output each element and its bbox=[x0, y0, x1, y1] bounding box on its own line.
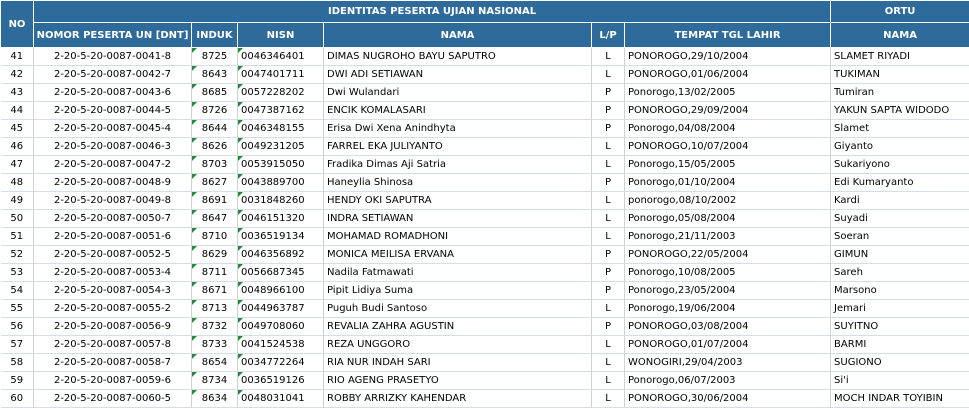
cell-no[interactable]: 50 bbox=[1, 210, 34, 228]
cell-induk[interactable]: 8726 bbox=[192, 102, 238, 120]
cell-nama[interactable]: Dwi Wulandari bbox=[324, 84, 592, 102]
cell-nisn[interactable]: 0046346401 bbox=[238, 48, 324, 66]
cell-nisn[interactable]: 0049231205 bbox=[238, 138, 324, 156]
cell-ortu-nama[interactable]: Sukariyono bbox=[831, 156, 969, 174]
cell-ttl[interactable]: Ponorogo,01/10/2004 bbox=[625, 174, 831, 192]
cell-ttl[interactable]: ponorogo,08/10/2002 bbox=[625, 192, 831, 210]
cell-nomor-peserta[interactable]: 2-20-5-20-0087-0050-7 bbox=[34, 210, 192, 228]
cell-no[interactable]: 56 bbox=[1, 318, 34, 336]
cell-ortu-nama[interactable]: SLAMET RIYADI bbox=[831, 48, 969, 66]
cell-lp[interactable]: L bbox=[592, 372, 625, 390]
table-row bbox=[1, 300, 969, 318]
header-ttl: TEMPAT TGL LAHIR bbox=[625, 23, 831, 48]
cell-ttl[interactable]: Ponorogo,06/07/2003 bbox=[625, 372, 831, 390]
cell-ortu-nama[interactable]: BARMI bbox=[831, 336, 969, 354]
cell-no[interactable]: 47 bbox=[1, 156, 34, 174]
cell-no[interactable]: 53 bbox=[1, 264, 34, 282]
cell-ortu-nama[interactable]: YAKUN SAPTA WIDODO bbox=[831, 102, 969, 120]
cell-ortu-nama[interactable]: TUKIMAN bbox=[831, 66, 969, 84]
cell-induk[interactable]: 8711 bbox=[192, 264, 238, 282]
cell-nama[interactable]: DIMAS NUGROHO BAYU SAPUTRO bbox=[324, 48, 592, 66]
table-row bbox=[1, 372, 969, 390]
cell-ttl[interactable]: Ponorogo,05/08/2004 bbox=[625, 210, 831, 228]
cell-ttl[interactable]: PONOROGO,10/07/2004 bbox=[625, 138, 831, 156]
cell-ortu-nama[interactable]: Sareh bbox=[831, 264, 969, 282]
cell-nama[interactable]: FARREL EKA JULIYANTO bbox=[324, 138, 592, 156]
cell-nama[interactable]: Erisa Dwi Xena Anindhyta bbox=[324, 120, 592, 138]
table-row bbox=[1, 138, 969, 156]
cell-no[interactable]: 57 bbox=[1, 336, 34, 354]
cell-nomor-peserta[interactable]: 2-20-5-20-0087-0051-6 bbox=[34, 228, 192, 246]
cell-ortu-nama[interactable]: Kardi bbox=[831, 192, 969, 210]
cell-ortu-nama[interactable]: Suyadi bbox=[831, 210, 969, 228]
cell-lp[interactable]: P bbox=[592, 84, 625, 102]
cell-nama[interactable]: ENCIK KOMALASARI bbox=[324, 102, 592, 120]
cell-nomor-peserta[interactable]: 2-20-5-20-0087-0057-8 bbox=[34, 336, 192, 354]
cell-lp[interactable]: P bbox=[592, 174, 625, 192]
cell-lp[interactable]: L bbox=[592, 390, 625, 408]
table-row bbox=[1, 84, 969, 102]
cell-induk[interactable]: 8713 bbox=[192, 300, 238, 318]
cell-nama[interactable]: Haneylia Shinosa bbox=[324, 174, 592, 192]
cell-nama[interactable]: Puguh Budi Santoso bbox=[324, 300, 592, 318]
table-header bbox=[1, 1, 969, 48]
header-no: NO bbox=[1, 1, 34, 48]
cell-nisn[interactable]: 0048031041 bbox=[238, 390, 324, 408]
cell-induk[interactable]: 8685 bbox=[192, 84, 238, 102]
cell-nomor-peserta[interactable]: 2-20-5-20-0087-0059-6 bbox=[34, 372, 192, 390]
cell-ortu-nama[interactable]: Slamet bbox=[831, 120, 969, 138]
cell-nama[interactable]: Pipit Lidiya Suma bbox=[324, 282, 592, 300]
cell-ortu-nama[interactable]: GIMUN bbox=[831, 246, 969, 264]
cell-ttl[interactable]: Ponorogo,10/08/2005 bbox=[625, 264, 831, 282]
cell-ttl[interactable]: Ponorogo,19/06/2004 bbox=[625, 300, 831, 318]
cell-nomor-peserta[interactable]: 2-20-5-20-0087-0058-7 bbox=[34, 354, 192, 372]
table-body bbox=[1, 48, 969, 408]
cell-nomor-peserta[interactable]: 2-20-5-20-0087-0049-8 bbox=[34, 192, 192, 210]
cell-induk[interactable]: 8629 bbox=[192, 246, 238, 264]
cell-ortu-nama[interactable]: MOCH INDAR TOYIBIN bbox=[831, 390, 969, 408]
cell-ttl[interactable]: Ponorogo,04/08/2004 bbox=[625, 120, 831, 138]
cell-nomor-peserta[interactable]: 2-20-5-20-0087-0054-3 bbox=[34, 282, 192, 300]
cell-lp[interactable]: P bbox=[592, 246, 625, 264]
cell-nomor-peserta[interactable]: 2-20-5-20-0087-0041-8 bbox=[34, 48, 192, 66]
cell-nomor-peserta[interactable]: 2-20-5-20-0087-0046-3 bbox=[34, 138, 192, 156]
cell-ortu-nama[interactable]: Si'i bbox=[831, 372, 969, 390]
header-lp: L/P bbox=[592, 23, 625, 48]
cell-nama[interactable]: REVALIA ZAHRA AGUSTIN bbox=[324, 318, 592, 336]
cell-induk[interactable]: 8671 bbox=[192, 282, 238, 300]
table-row bbox=[1, 336, 969, 354]
cell-ortu-nama[interactable]: SUYITNO bbox=[831, 318, 969, 336]
cell-nama[interactable]: Nadila Fatmawati bbox=[324, 264, 592, 282]
cell-ttl[interactable]: PONOROGO,29/10/2004 bbox=[625, 48, 831, 66]
cell-induk[interactable]: 8703 bbox=[192, 156, 238, 174]
table-row bbox=[1, 264, 969, 282]
cell-nomor-peserta[interactable]: 2-20-5-20-0087-0047-2 bbox=[34, 156, 192, 174]
cell-lp[interactable]: L bbox=[592, 192, 625, 210]
cell-nisn[interactable]: 0043889700 bbox=[238, 174, 324, 192]
cell-no[interactable]: 46 bbox=[1, 138, 34, 156]
cell-ttl[interactable]: PONOROGO,01/07/2004 bbox=[625, 336, 831, 354]
cell-ttl[interactable]: Ponorogo,21/11/2003 bbox=[625, 228, 831, 246]
cell-ortu-nama[interactable]: Edi Kumaryanto bbox=[831, 174, 969, 192]
cell-nisn[interactable]: 0046151320 bbox=[238, 210, 324, 228]
cell-nisn[interactable]: 0036519134 bbox=[238, 228, 324, 246]
cell-ortu-nama[interactable]: SUGIONO bbox=[831, 354, 969, 372]
cell-induk[interactable]: 8634 bbox=[192, 390, 238, 408]
cell-nisn[interactable]: 0047387162 bbox=[238, 102, 324, 120]
cell-no[interactable]: 44 bbox=[1, 102, 34, 120]
cell-no[interactable]: 43 bbox=[1, 84, 34, 102]
cell-ttl[interactable]: PONOROGO,29/09/2004 bbox=[625, 102, 831, 120]
cell-nama[interactable]: HENDY OKI SAPUTRA bbox=[324, 192, 592, 210]
cell-induk[interactable]: 8734 bbox=[192, 372, 238, 390]
header-induk: INDUK bbox=[192, 23, 238, 48]
cell-nomor-peserta[interactable]: 2-20-5-20-0087-0044-5 bbox=[34, 102, 192, 120]
cell-ttl[interactable]: WONOGIRI,29/04/2003 bbox=[625, 354, 831, 372]
cell-nama[interactable]: MOHAMAD ROMADHONI bbox=[324, 228, 592, 246]
cell-nomor-peserta[interactable]: 2-20-5-20-0087-0043-6 bbox=[34, 84, 192, 102]
cell-lp[interactable]: L bbox=[592, 66, 625, 84]
header-ortu-nama: NAMA bbox=[831, 23, 969, 48]
cell-induk[interactable]: 8626 bbox=[192, 138, 238, 156]
cell-induk[interactable]: 8710 bbox=[192, 228, 238, 246]
cell-nama[interactable]: INDRA SETIAWAN bbox=[324, 210, 592, 228]
table-row bbox=[1, 192, 969, 210]
cell-nama[interactable]: ROBBY ARRIZKY KAHENDAR bbox=[324, 390, 592, 408]
table-row bbox=[1, 390, 969, 408]
cell-nisn[interactable]: 0046348155 bbox=[238, 120, 324, 138]
cell-induk[interactable]: 8654 bbox=[192, 354, 238, 372]
table-row bbox=[1, 66, 969, 84]
cell-lp[interactable]: L bbox=[592, 228, 625, 246]
cell-nisn[interactable]: 0036519126 bbox=[238, 372, 324, 390]
table-row bbox=[1, 246, 969, 264]
cell-nisn[interactable]: 0048966100 bbox=[238, 282, 324, 300]
cell-lp[interactable]: P bbox=[592, 120, 625, 138]
cell-nisn[interactable]: 0047401711 bbox=[238, 66, 324, 84]
cell-nomor-peserta[interactable]: 2-20-5-20-0087-0055-2 bbox=[34, 300, 192, 318]
cell-induk[interactable]: 8647 bbox=[192, 210, 238, 228]
table-row bbox=[1, 228, 969, 246]
cell-lp[interactable]: L bbox=[592, 300, 625, 318]
table-row bbox=[1, 48, 969, 66]
cell-induk[interactable]: 8732 bbox=[192, 318, 238, 336]
cell-nama[interactable]: MONICA MEILISA ERVANA bbox=[324, 246, 592, 264]
table-row bbox=[1, 354, 969, 372]
header-nama: NAMA bbox=[324, 23, 592, 48]
cell-ortu-nama[interactable]: Soeran bbox=[831, 228, 969, 246]
cell-induk[interactable]: 8733 bbox=[192, 336, 238, 354]
cell-nisn[interactable]: 0031848260 bbox=[238, 192, 324, 210]
cell-nama[interactable]: RIA NUR INDAH SARI bbox=[324, 354, 592, 372]
cell-lp[interactable]: L bbox=[592, 354, 625, 372]
cell-nisn[interactable]: 0057228202 bbox=[238, 84, 324, 102]
cell-no[interactable]: 42 bbox=[1, 66, 34, 84]
table-row bbox=[1, 318, 969, 336]
cell-lp[interactable]: P bbox=[592, 264, 625, 282]
header-nomor-peserta: NOMOR PESERTA UN [DNT] bbox=[34, 23, 192, 48]
cell-lp[interactable]: L bbox=[592, 48, 625, 66]
cell-ttl[interactable]: PONOROGO,30/06/2004 bbox=[625, 390, 831, 408]
cell-nomor-peserta[interactable]: 2-20-5-20-0087-0048-9 bbox=[34, 174, 192, 192]
cell-ortu-nama[interactable]: Tumiran bbox=[831, 84, 969, 102]
cell-ttl[interactable]: PONOROGO,03/08/2004 bbox=[625, 318, 831, 336]
cell-lp[interactable]: L bbox=[592, 210, 625, 228]
cell-no[interactable]: 41 bbox=[1, 48, 34, 66]
table-row bbox=[1, 156, 969, 174]
cell-no[interactable]: 58 bbox=[1, 354, 34, 372]
cell-no[interactable]: 60 bbox=[1, 390, 34, 408]
cell-no[interactable]: 54 bbox=[1, 282, 34, 300]
cell-lp[interactable]: P bbox=[592, 282, 625, 300]
cell-nisn[interactable]: 0053915050 bbox=[238, 156, 324, 174]
cell-induk[interactable]: 8691 bbox=[192, 192, 238, 210]
cell-lp[interactable]: P bbox=[592, 102, 625, 120]
table-row bbox=[1, 120, 969, 138]
cell-nomor-peserta[interactable]: 2-20-5-20-0087-0042-7 bbox=[34, 66, 192, 84]
table-row bbox=[1, 210, 969, 228]
cell-ttl[interactable]: PONOROGO,01/06/2004 bbox=[625, 66, 831, 84]
cell-ortu-nama[interactable]: Jemari bbox=[831, 300, 969, 318]
cell-nisn[interactable]: 0049708060 bbox=[238, 318, 324, 336]
cell-nisn[interactable]: 0034772264 bbox=[238, 354, 324, 372]
cell-lp[interactable]: P bbox=[592, 318, 625, 336]
header-nisn: NISN bbox=[238, 23, 324, 48]
cell-nisn[interactable]: 0046356892 bbox=[238, 246, 324, 264]
cell-induk[interactable]: 8643 bbox=[192, 66, 238, 84]
cell-nomor-peserta[interactable]: 2-20-5-20-0087-0053-4 bbox=[34, 264, 192, 282]
cell-lp[interactable]: L bbox=[592, 336, 625, 354]
cell-nomor-peserta[interactable]: 2-20-5-20-0087-0052-5 bbox=[34, 246, 192, 264]
cell-ttl[interactable]: Ponorogo,13/02/2005 bbox=[625, 84, 831, 102]
cell-nisn[interactable]: 0041524538 bbox=[238, 336, 324, 354]
cell-induk[interactable]: 8644 bbox=[192, 120, 238, 138]
cell-nomor-peserta[interactable]: 2-20-5-20-0087-0060-5 bbox=[34, 390, 192, 408]
table-row bbox=[1, 102, 969, 120]
cell-lp[interactable]: L bbox=[592, 138, 625, 156]
cell-nisn[interactable]: 0044963787 bbox=[238, 300, 324, 318]
cell-nama[interactable]: Fradika Dimas Aji Satria bbox=[324, 156, 592, 174]
table-row bbox=[1, 282, 969, 300]
cell-nomor-peserta[interactable]: 2-20-5-20-0087-0056-9 bbox=[34, 318, 192, 336]
cell-ortu-nama[interactable]: Giyanto bbox=[831, 138, 969, 156]
cell-lp[interactable]: L bbox=[592, 156, 625, 174]
cell-ortu-nama[interactable]: Marsono bbox=[831, 282, 969, 300]
cell-no[interactable]: 52 bbox=[1, 246, 34, 264]
cell-no[interactable]: 45 bbox=[1, 120, 34, 138]
table-row bbox=[1, 174, 969, 192]
cell-no[interactable]: 59 bbox=[1, 372, 34, 390]
cell-nama[interactable]: DWI ADI SETIAWAN bbox=[324, 66, 592, 84]
cell-no[interactable]: 49 bbox=[1, 192, 34, 210]
header-group-title: IDENTITAS PESERTA UJIAN NASIONAL bbox=[34, 1, 831, 23]
cell-no[interactable]: 51 bbox=[1, 228, 34, 246]
cell-nisn[interactable]: 0056687345 bbox=[238, 264, 324, 282]
cell-induk[interactable]: 8725 bbox=[192, 48, 238, 66]
cell-nama[interactable]: RIO AGENG PRASETYO bbox=[324, 372, 592, 390]
cell-ttl[interactable]: Ponorogo,15/05/2005 bbox=[625, 156, 831, 174]
cell-ttl[interactable]: Ponorogo,23/05/2004 bbox=[625, 282, 831, 300]
header-ortu: ORTU bbox=[831, 1, 969, 23]
cell-nama[interactable]: REZA UNGGORO bbox=[324, 336, 592, 354]
cell-no[interactable]: 55 bbox=[1, 300, 34, 318]
cell-nomor-peserta[interactable]: 2-20-5-20-0087-0045-4 bbox=[34, 120, 192, 138]
cell-induk[interactable]: 8627 bbox=[192, 174, 238, 192]
cell-ttl[interactable]: PONOROGO,22/05/2004 bbox=[625, 246, 831, 264]
cell-no[interactable]: 48 bbox=[1, 174, 34, 192]
